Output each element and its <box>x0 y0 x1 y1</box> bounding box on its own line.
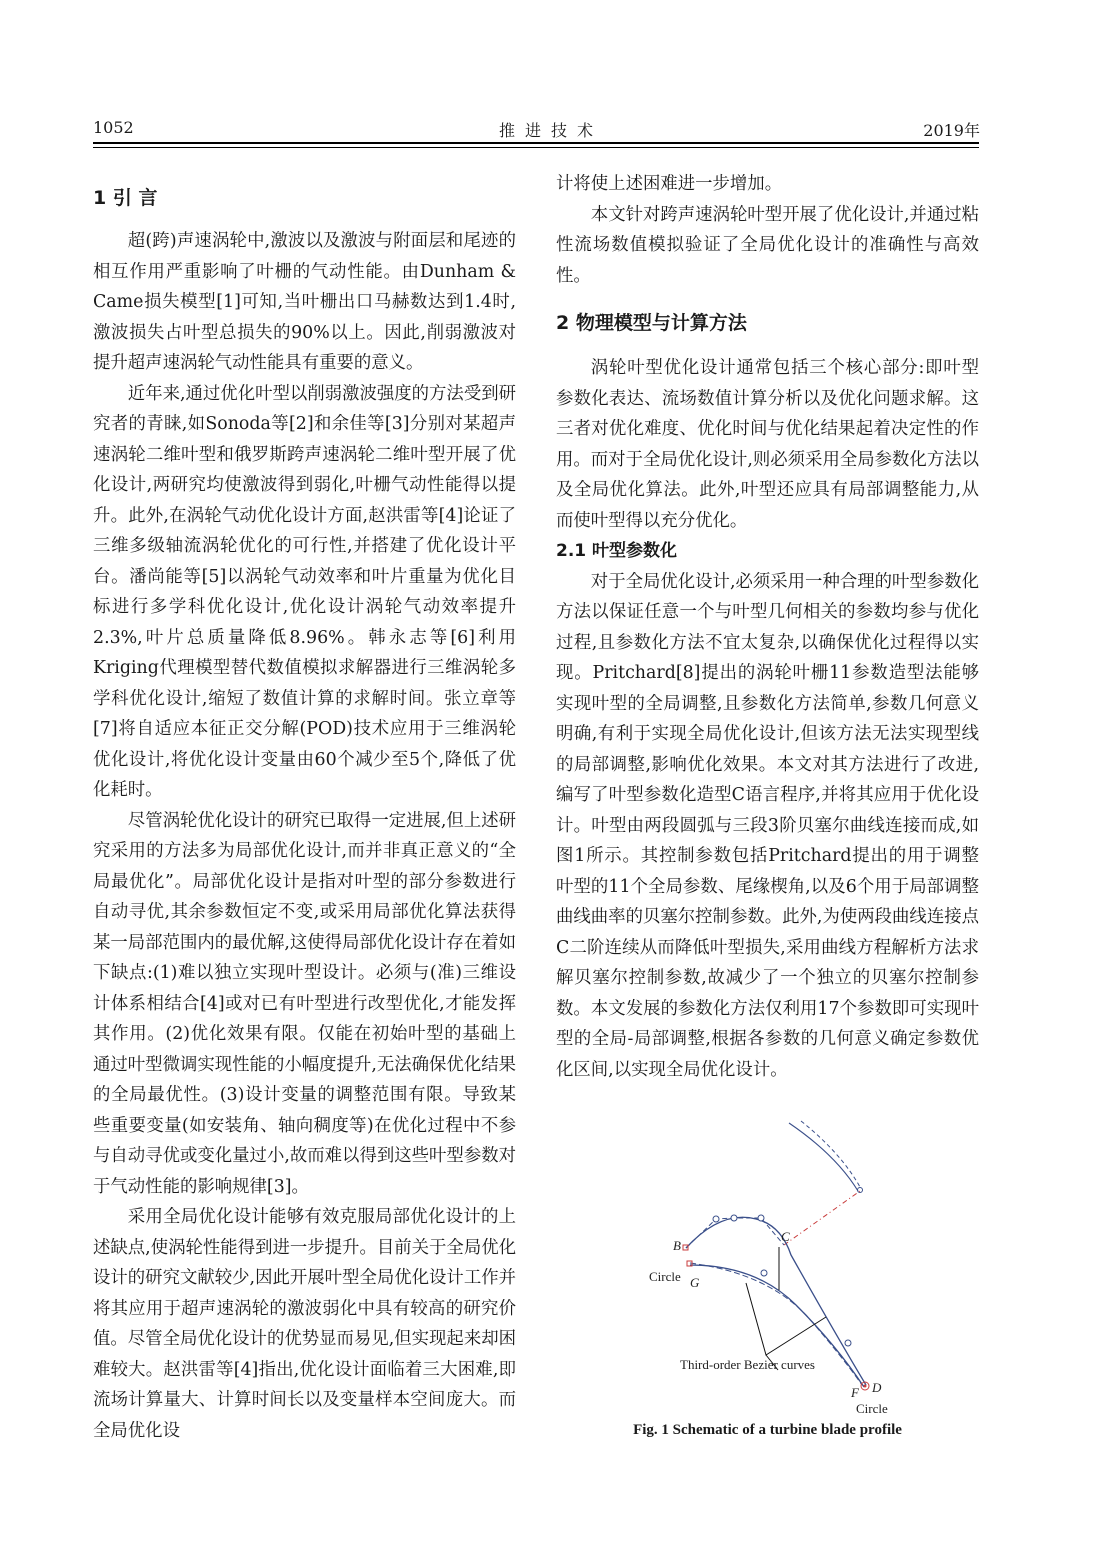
label-circle-right: Circle <box>856 1401 888 1416</box>
control-point <box>761 1270 767 1276</box>
paragraph: 涡轮叶型优化设计通常包括三个核心部分:即叶型参数化表达、流场数值计算分析以及优化问题求解。这三者对优化难度、优化时间与优化结果起着决定性的作用。而对于全局优化设计,则必须采用全局参数化方法以及全局优化算法。此外,叶型还应具有局部调整能力,从而使叶型得以充分优化。 <box>556 358 979 531</box>
section-1-title: 1 引 言 <box>93 187 158 209</box>
journal-title: 推进技术 <box>498 121 603 140</box>
control-point <box>845 1340 851 1346</box>
header-rule-thin <box>93 147 979 148</box>
paragraph: 本文针对跨声速涡轮叶型开展了优化设计,并通过粘性流场数值模拟验证了全局优化设计的准确性与高效性。 <box>556 204 979 286</box>
publication-year: 2019年 <box>923 121 980 140</box>
trailing-edge-center <box>864 1385 867 1388</box>
blade-profile-diagram <box>556 1115 979 1425</box>
left-column <box>93 176 516 1446</box>
control-point <box>758 1215 764 1221</box>
paragraph: 采用全局优化设计能够有效克服局部优化设计的上述缺点,使涡轮性能得到进一步提升。目前关于全局优化设计的研究文献较少,因此开展叶型全局优化设计工作并将其应用于超声速涡轮的激波弱化中具有较高的研究价值。尽管全局优化设计的优势显而易见,但实现起来却困难较大。赵洪雷等[4]指出,优化设计面临着三大困难,即流场计算量大、计算时间长以及变量样本空间庞大。而全局优化设 <box>93 1207 516 1441</box>
adjacent-blade-curve <box>789 1123 858 1191</box>
control-point <box>731 1215 737 1221</box>
paragraph: 近年来,通过优化叶型以削弱激波强度的方法受到研究者的青睐,如Sonoda等[2]和余佳等[3]分别对某超声速涡轮二维叶型和俄罗斯跨声速涡轮二维叶型开展了优化设计,两研究均使激波得到弱化,叶栅气动性能得以提升。此外,在涡轮气动优化设计方面,赵洪雷等[4]论证了三维多级轴流涡轮优化的可行性,并搭建了优化设计平台。潘尚能等[5]以涡轮气动效率和叶片重量为优化目标进行多学科优化设计,优化设计涡轮气动效率提升2.3%,叶片总质量降低8.96%。韩永志等[6]利用Kriging代理模型替代数值模拟求解器进行三维涡轮多学科优化设计,缩短了数值计算的求解时间。张立章等[7]将自适应本征正交分解(POD)技术应用于三维涡轮优化设计,将优化设计变量由60个减少至5个,降低了优化耗时。 <box>93 383 516 800</box>
adjacent-blade-dashed <box>801 1121 860 1187</box>
throat-line <box>784 1191 860 1245</box>
header-rule-thick <box>93 142 979 144</box>
paragraph: 尽管涡轮优化设计的研究已取得一定进展,但上述研究采用的方法多为局部优化设计,而并非真正意义的“全局最优化”。局部优化设计是指对叶型的部分参数进行自动寻优,其余参数恒定不变,或采用局部优化算法获得某一局部范围内的最优解,这使得局部优化设计存在着如下缺点:(1)难以独立实现叶型设计。必须与(准)三维设计体系相结合[4]或对已有叶型进行改型优化,才能发挥其作用。(2)优化效果有限。仅能在初始叶型的基础上通过叶型微调实现性能的小幅度提升,无法确保优化结果的全局最优性。(3)设计变量的调整范围有限。导致某些重要变量(如安装角、轴向稠度等)在优化过程中不参与自动寻优或变化量过小,故而难以得到这些叶型参数对于气动性能的影响规律[3]。 <box>93 810 516 1197</box>
subsection-2-1-title: 2.1 叶型参数化 <box>556 541 678 561</box>
figure-caption: Fig. 1 Schematic of a turbine blade profile <box>633 1422 902 1438</box>
label-c: C <box>781 1229 790 1244</box>
section-2-title: 2 物理模型与计算方法 <box>556 312 747 334</box>
label-f: F <box>851 1385 859 1400</box>
label-b: B <box>673 1238 681 1253</box>
label-bezier-curves: Third-order Bezier curves <box>680 1357 815 1372</box>
label-circle-left: Circle <box>649 1269 681 1284</box>
page-number: 1052 <box>93 118 134 137</box>
paragraph-continuation: 计将使上述困难进一步增加。 <box>556 174 783 194</box>
label-g: G <box>690 1275 700 1290</box>
bezier-pointer-lines <box>746 1283 826 1355</box>
paragraph: 超(跨)声速涡轮中,激波以及激波与附面层和尾迹的相互作用严重影响了叶栅的气动性能。由Dunham & Came损失模型[1]可知,当叶栅出口马赫数达到1.4时,激波损失占叶型总损失的90%以上。因此,削弱激波对提升超声速涡轮气动性能具有重要的意义。 <box>93 231 516 373</box>
bezier-control-polygon <box>686 1218 784 1248</box>
control-point <box>713 1216 719 1222</box>
label-d: D <box>872 1380 882 1395</box>
blade-profile-figure <box>556 1115 979 1445</box>
right-column <box>556 169 979 1085</box>
adjacent-trailing-edge <box>858 1188 863 1193</box>
paragraph: 对于全局优化设计,必须采用一种合理的叶型参数化方法以保证任意一个与叶型几何相关的参数均参与优化过程,且参数化方法不宜太复杂,以确保优化过程得以实现。Pritchard[8]提出的涡轮叶栅11参数造型法能够实现叶型的全局调整,且参数化方法简单,参数几何意义明确,有利于实现全局优化设计,但该方法无法实现型线的局部调整,影响优化效果。本文对其方法进行了改进,编写了叶型参数化造型C语言程序,并将其应用于优化设计。叶型由两段圆弧与三段3阶贝塞尔曲线连接而成,如图1所示。其控制参数包括Pritchard提出的用于调整叶型的11个全局参数、尾缘楔角,以及6个用于局部调整曲线曲率的贝塞尔控制参数。此外,为使两段曲线连接点C二阶连续从而降低叶型损失,采用曲线方程解析方法求解贝塞尔控制参数,故减少了一个独立的贝塞尔控制参数。本文发展的参数化方法仅利用17个参数即可实现叶型的全局-局部调整,根据各参数的几何意义确定参数优化区间,以实现全局优化设计。 <box>556 571 979 1080</box>
